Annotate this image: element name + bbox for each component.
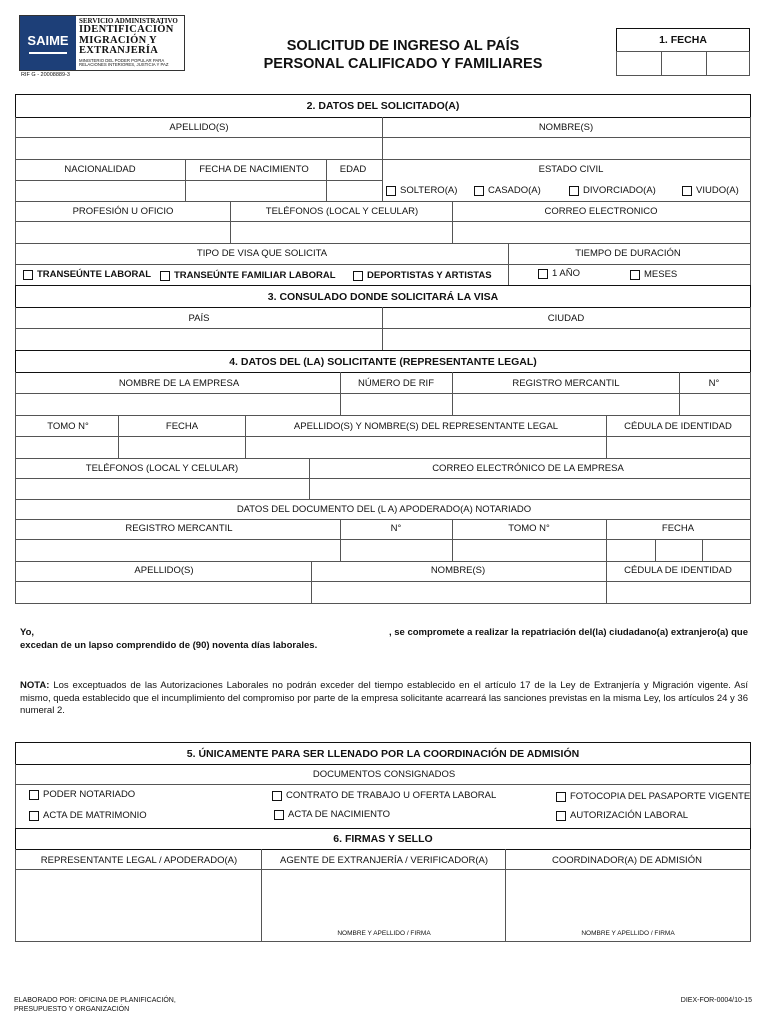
checkbox-transeunte-laboral[interactable]: TRANSEÚNTE LABORAL xyxy=(23,269,151,280)
nombres-input[interactable] xyxy=(383,138,750,159)
footer-elaborado: ELABORADO POR: OFICINA DE PLANIFICACIÓN, PRESUPUESTO Y ORGANIZACIÓN xyxy=(14,997,176,1013)
agente-firma-note: NOMBRE Y APELLIDO / FIRMA xyxy=(337,930,431,937)
tomo-input[interactable] xyxy=(16,437,118,458)
nacionalidad-input[interactable] xyxy=(16,181,185,201)
nota-label: NOTA: xyxy=(20,680,50,691)
form-code: DIEX-FOR-0004/10-15 xyxy=(680,997,752,1004)
logo-line-4: EXTRANJERÍA xyxy=(79,45,159,56)
logo-ministry: MINISTERIO DEL PODER POPULAR PARA RELACIONES INTERIORES, JUSTICIA Y PAZ xyxy=(79,57,169,68)
cedula2-input[interactable] xyxy=(607,582,750,603)
edad-input[interactable] xyxy=(327,181,382,201)
registro2-label: REGISTRO MERCANTIL xyxy=(125,523,233,534)
checkbox-acta-nacimiento[interactable]: ACTA DE NACIMIENTO xyxy=(274,809,390,820)
rif-input[interactable] xyxy=(341,394,452,415)
checkbox-poder-notariado[interactable]: PODER NOTARIADO xyxy=(29,789,135,800)
section-2-header: 2. DATOS DEL SOLICITADO(A) xyxy=(15,94,751,118)
fecha-label: FECHA xyxy=(165,421,199,432)
representante-label: APELLIDO(S) Y NOMBRE(S) DEL REPRESENTANTE LEGAL xyxy=(293,421,559,432)
correo-empresa-input[interactable] xyxy=(310,479,750,499)
yo-name-input[interactable] xyxy=(40,624,340,638)
numero-input[interactable] xyxy=(680,394,750,415)
apellidos2-label: APELLIDO(S) xyxy=(134,565,194,576)
checkbox-transeunte-familiar[interactable]: TRANSEÚNTE FAMILIAR LABORAL xyxy=(160,270,336,281)
tipo-visa-label: TIPO DE VISA QUE SOLICITA xyxy=(196,248,328,259)
ciudad-input[interactable] xyxy=(383,329,750,350)
commitment-line-1: , se compromete a realizar la repatriación del(la) ciudadano(a) extranjero(a) que xyxy=(388,627,748,638)
telefonos-empresa-label: TELÉFONOS (LOCAL Y CELULAR) xyxy=(85,463,239,474)
commitment-line-2: excedan de un lapso comprendido de (90) noventa días laborales. xyxy=(20,639,318,651)
section-4-header: 4. DATOS DEL (LA) SOLICITANTE (REPRESENTANTE LEGAL) xyxy=(15,350,751,373)
nombres2-label: NOMBRE(S) xyxy=(430,565,486,576)
fecha-header: 1. FECHA xyxy=(616,28,750,52)
saime-logo-mark: SAIME xyxy=(20,16,76,70)
tomo2-label: TOMO N° xyxy=(508,523,550,534)
fecha2-input[interactable] xyxy=(607,540,750,561)
apellidos2-input[interactable] xyxy=(16,582,311,603)
datos-apoderado-label: DATOS DEL DOCUMENTO DEL (L A) APODERADO(A) NOTARIADO xyxy=(236,504,532,515)
checkbox-contrato[interactable]: CONTRATO DE TRABAJO U OFERTA LABORAL xyxy=(272,790,496,801)
tomo2-input[interactable] xyxy=(453,540,606,561)
cedula-label: CÉDULA DE IDENTIDAD xyxy=(624,421,732,432)
registro-input[interactable] xyxy=(453,394,679,415)
yo-label: Yo, xyxy=(20,627,35,638)
profesion-input[interactable] xyxy=(16,222,230,243)
nota-text: Los exceptuados de las Autorizaciones Laborales no podrán exceder del tiempo establecido en el artículo 17 de la Ley de Extranjería y Migración vigente. Así mismo, queda establecido que el incumplimiento del compromiso por parte de la empresa solicitante acarreará las sanciones previstas en la misma Ley, los artículos 24 y 36 numeral 2. xyxy=(20,680,749,716)
checkbox-autorizacion-laboral[interactable]: AUTORIZACIÓN LABORAL xyxy=(556,810,688,821)
numero-label: N° xyxy=(708,378,720,389)
nombres2-input[interactable] xyxy=(312,582,606,603)
checkbox-soltero[interactable]: SOLTERO(A) xyxy=(386,185,457,196)
telefonos-label: TELÉFONOS (LOCAL Y CELULAR) xyxy=(265,206,419,217)
empresa-label: NOMBRE DE LA EMPRESA xyxy=(118,378,240,389)
checkbox-deportistas[interactable]: DEPORTISTAS Y ARTISTAS xyxy=(353,270,492,281)
coordinador-firma-note: NOMBRE Y APELLIDO / FIRMA xyxy=(581,930,675,937)
logo-line-1: SERVICIO ADMINISTRATIVO xyxy=(79,17,178,25)
fecha-input[interactable] xyxy=(119,437,245,458)
pais-label: PAÍS xyxy=(188,313,210,324)
logo-line-3: MIGRACIÓN Y xyxy=(79,34,157,46)
ciudad-label: CIUDAD xyxy=(547,313,585,324)
nombres-label: NOMBRE(S) xyxy=(538,122,594,133)
registro2-input[interactable] xyxy=(16,540,340,561)
representante-input[interactable] xyxy=(246,437,606,458)
profesion-label: PROFESIÓN U OFICIO xyxy=(72,206,174,217)
edad-label: EDAD xyxy=(339,164,367,175)
agente-firma-label: AGENTE DE EXTRANJERÍA / VERIFICADOR(A) xyxy=(280,855,488,866)
checkbox-divorciado[interactable]: DIVORCIADO(A) xyxy=(569,185,656,196)
rif-label: NÚMERO DE RIF xyxy=(358,378,434,389)
docs-consignados-label: DOCUMENTOS CONSIGNADOS xyxy=(312,769,456,780)
correo-label: CORREO ELECTRONICO xyxy=(544,206,658,217)
numero2-label: N° xyxy=(390,523,402,534)
logo-line-2: IDENTIFICACIÓN xyxy=(79,24,174,35)
fecha-nacimiento-input[interactable] xyxy=(186,181,326,201)
section-3-header: 3. CONSULADO DONDE SOLICITARÁ LA VISA xyxy=(15,285,751,308)
tiempo-duracion-label: TIEMPO DE DURACIÓN xyxy=(575,248,681,259)
checkbox-pasaporte[interactable]: FOTOCOPIA DEL PASAPORTE VIGENTE xyxy=(556,791,750,802)
representante-firma-label: REPRESENTANTE LEGAL / APODERADO(A) xyxy=(40,855,238,866)
tomo-label: TOMO N° xyxy=(47,421,89,432)
fecha-input-box[interactable] xyxy=(616,51,750,76)
fecha-nacimiento-label: FECHA DE NACIMIENTO xyxy=(199,164,309,175)
apellidos-label: APELLIDO(S) xyxy=(169,122,229,133)
nacionalidad-label: NACIONALIDAD xyxy=(64,164,136,175)
coordinador-firma-label: COORDINADOR(A) DE ADMISIÓN xyxy=(552,855,702,866)
saime-logo xyxy=(19,15,185,71)
pais-input[interactable] xyxy=(16,329,382,350)
apellidos-input[interactable] xyxy=(16,138,382,159)
telefonos-empresa-input[interactable] xyxy=(16,479,309,499)
checkbox-viudo[interactable]: VIUDO(A) xyxy=(682,185,739,196)
section-6-header: 6. FIRMAS Y SELLO xyxy=(15,828,751,850)
section-5-header: 5. ÚNICAMENTE PARA SER LLENADO POR LA COORDINACIÓN DE ADMISIÓN xyxy=(15,742,751,765)
rif-text: RIF G - 20008889-3 xyxy=(21,72,70,78)
correo-empresa-label: CORREO ELECTRÓNICO DE LA EMPRESA xyxy=(432,463,624,474)
representante-firma-area[interactable] xyxy=(16,870,261,941)
checkbox-acta-matrimonio[interactable]: ACTA DE MATRIMONIO xyxy=(29,810,147,821)
nota-paragraph xyxy=(20,680,748,718)
cedula2-label: CÉDULA DE IDENTIDAD xyxy=(624,565,732,576)
form-title: SOLICITUD DE INGRESO AL PAÍS PERSONAL CALIFICADO Y FAMILIARES xyxy=(263,38,543,72)
fecha2-label: FECHA xyxy=(661,523,695,534)
checkbox-meses[interactable]: MESES xyxy=(630,269,677,280)
estado-civil-label: ESTADO CIVIL xyxy=(538,164,604,175)
telefonos-input[interactable] xyxy=(231,222,452,243)
registro-label: REGISTRO MERCANTIL xyxy=(512,378,620,389)
correo-input[interactable] xyxy=(453,222,750,243)
empresa-input[interactable] xyxy=(16,394,340,415)
checkbox-1-anio[interactable]: 1 AÑO xyxy=(538,268,580,279)
cedula-input[interactable] xyxy=(607,437,750,458)
numero2-input[interactable] xyxy=(341,540,452,561)
checkbox-casado[interactable]: CASADO(A) xyxy=(474,185,541,196)
